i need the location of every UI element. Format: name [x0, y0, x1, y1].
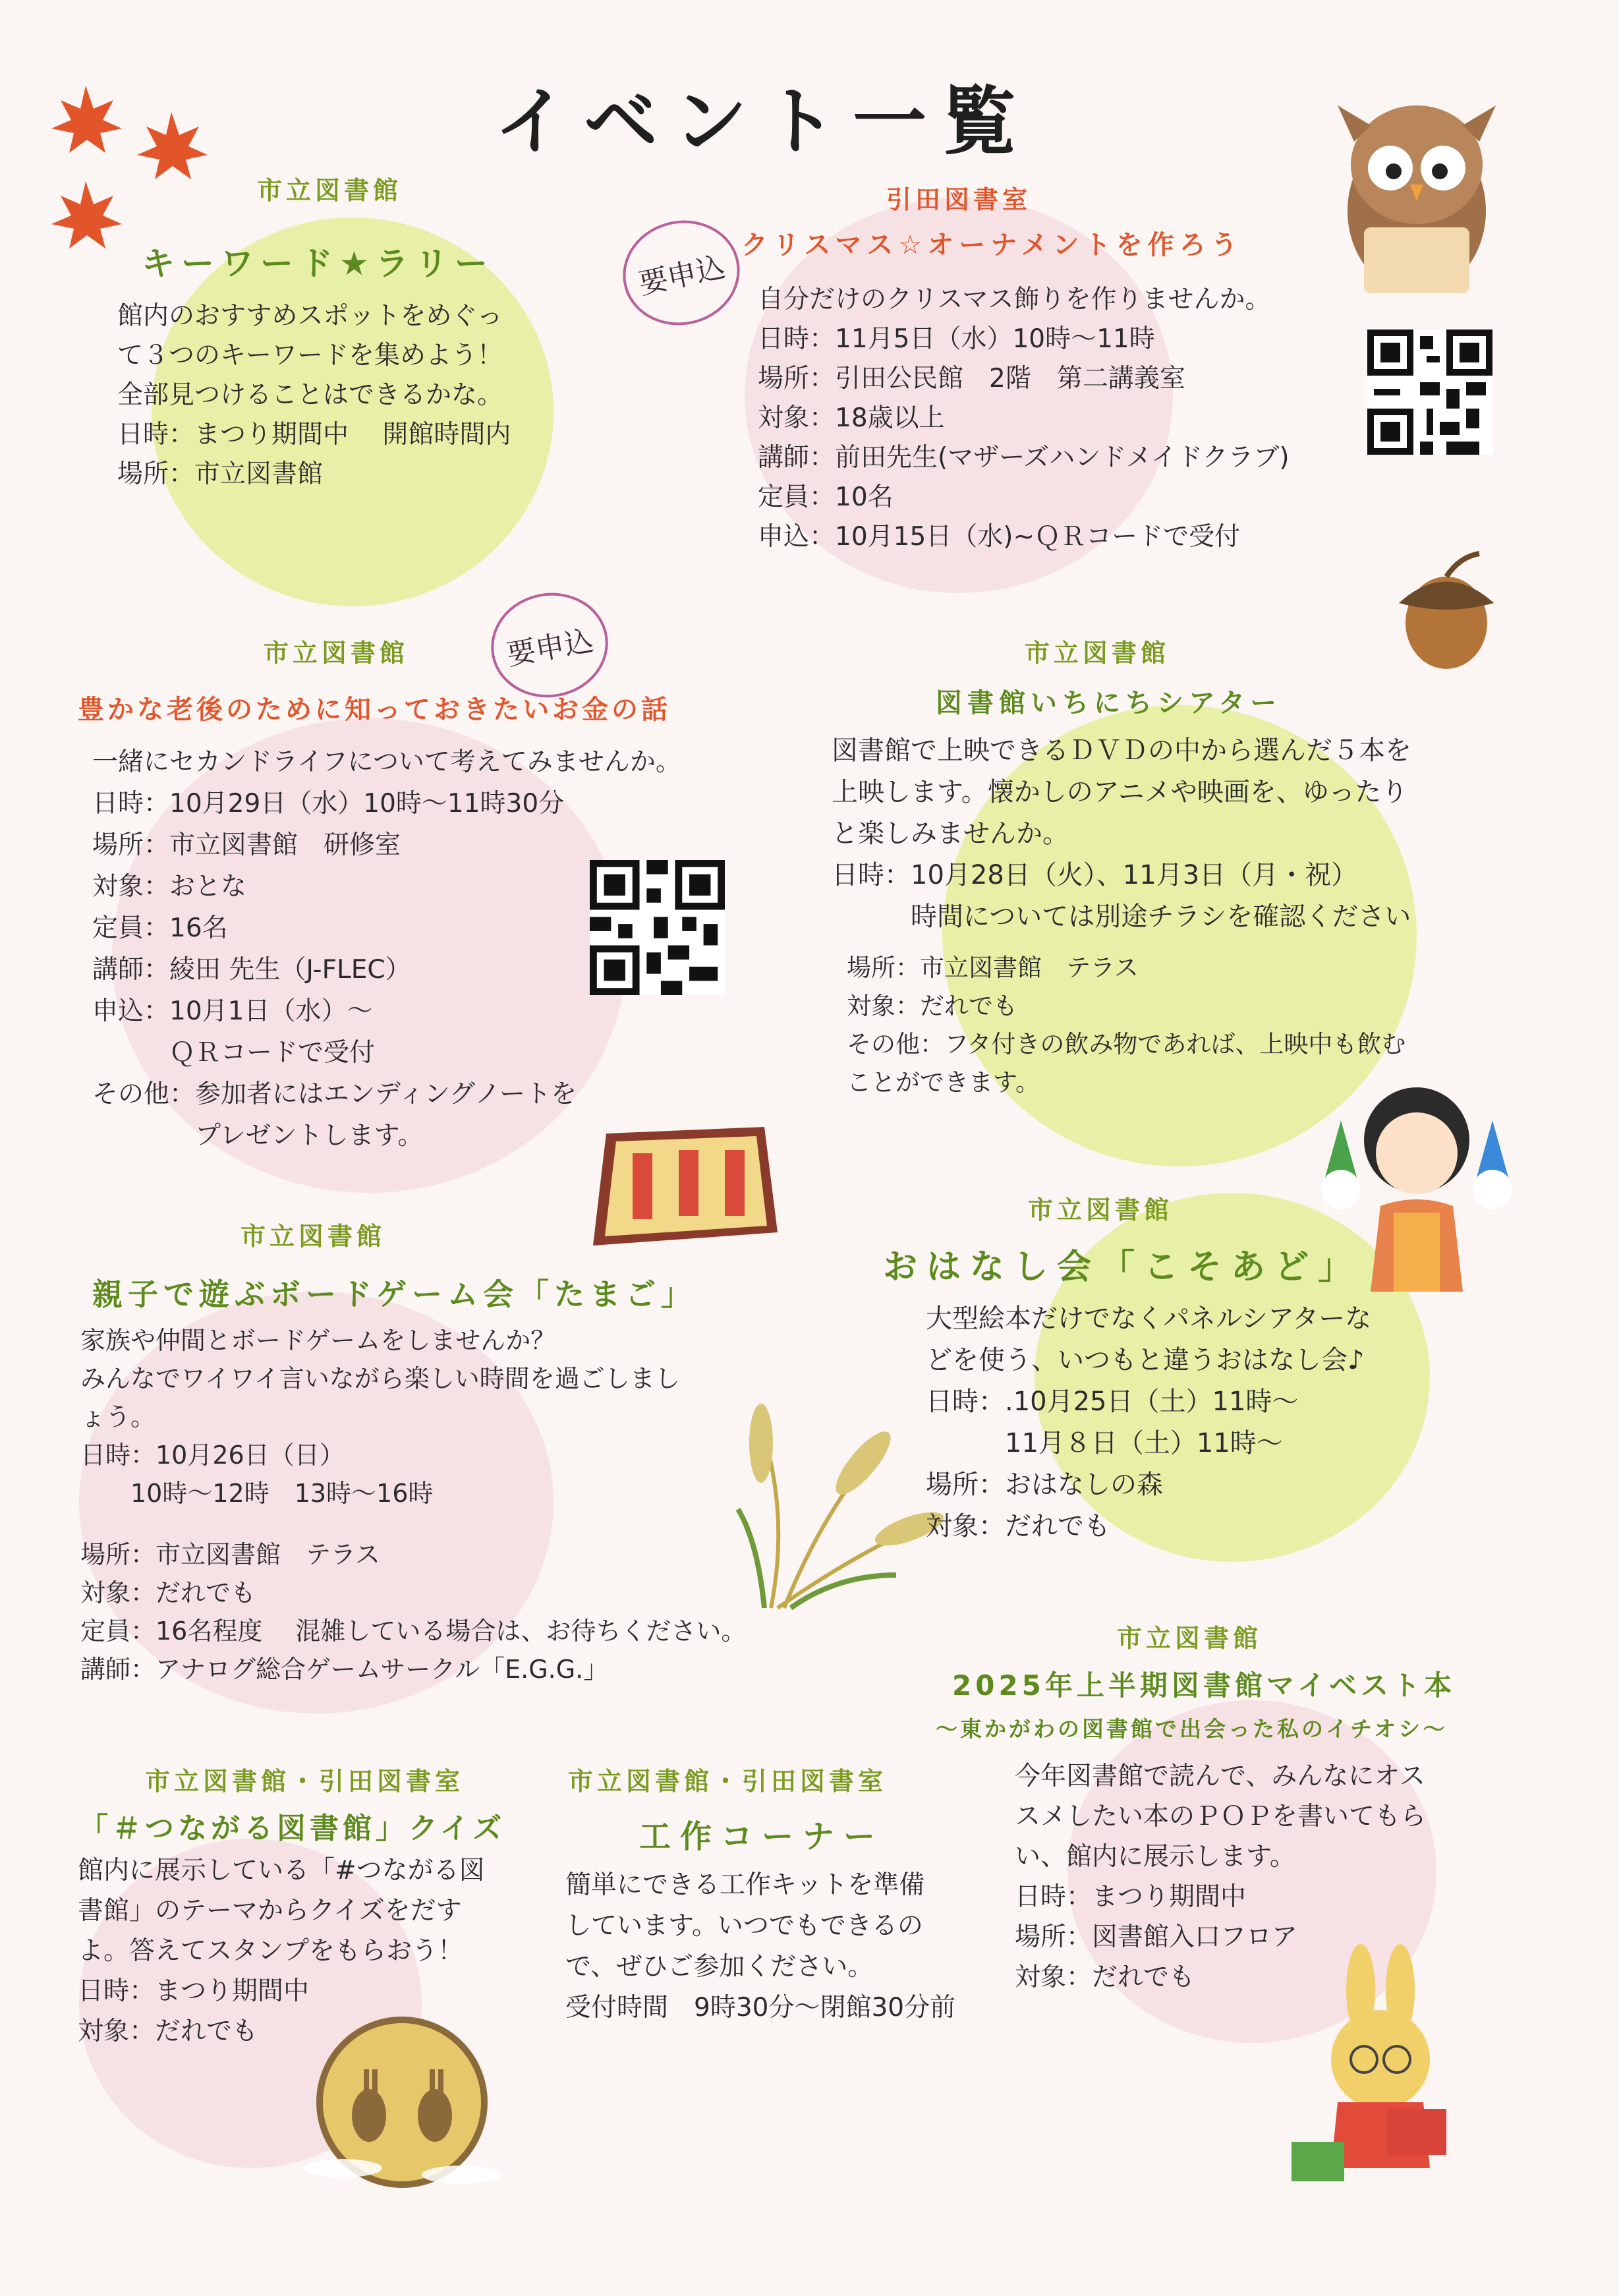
registration-required-stamp: 要申込 [613, 210, 750, 336]
event-title: キーワード★ラリー [142, 244, 494, 283]
venue-label: 市立図書館 [1025, 639, 1170, 668]
venue-label: 市立図書館・引田図書室 [568, 1767, 888, 1796]
event-title: 「＃つながる図書館」クイズ [79, 1812, 506, 1845]
event-details: 館内に展示している「#つながる図 書館」のテーマからクイズをだす よ。答えてスタンプをもらおう！ 日時：まつり期間中 対象：だれでも [78, 1856, 485, 2046]
event-details: 今年図書館で読んで、みんなにオス スメしたい本のＰＯＰを書いてもら い、館内に展示します。 日時：まつり期間中 場所：図書館入口フロア 対象：だれでも [1015, 1762, 1427, 1992]
page-title: イベント一覧 [494, 79, 1032, 165]
event-title: 図書館いちにちシアター [936, 688, 1282, 718]
venue-label: 引田図書室 [886, 185, 1032, 214]
venue-label: 市立図書館 [241, 1222, 386, 1251]
event-details: 場所：市立図書館 テラス 対象：だれでも 定員：16名程度 混雑している場合は、お待ちください。 講師：アナログ総合ゲームサークル「E.G.G.」 [80, 1540, 747, 1684]
event-title: 豊かな老後のために知っておきたいお金の話 [78, 695, 671, 725]
event-subtitle: ～東かがわの図書館で出会った私のイチオシ～ [936, 1716, 1448, 1742]
event-details: 図書館で上映できるＤＶＤの中から選んだ５本を 上映します。懐かしのアニメや映画を、ゆったり と楽しみませんか。 日時：10月28日（火）、11月3日（月・祝） 時間については別途チラシを確認ください [832, 735, 1411, 932]
venue-label: 市立図書館 [1028, 1195, 1174, 1224]
event-details: 大型絵本だけでなくパネルシアターな どを使う、いつもと違うおはなし会♪ 日時：.10月25日（土）11時～ 11月８日（土）11時～ 場所：おはなしの森 対象：だれでも [926, 1304, 1372, 1541]
moon-rabbit-icon [303, 2010, 501, 2201]
owl-icon [1331, 79, 1502, 303]
event-title: おはなし会「こそあど」 [883, 1248, 1362, 1287]
board-game-icon [586, 1120, 784, 1252]
event-title: 工作コーナー [639, 1818, 885, 1855]
venue-label: 市立図書館 [264, 639, 409, 668]
registration-required-stamp: 要申込 [483, 584, 617, 707]
event-details: 家族や仲間とボードゲームをしませんか？ みんなでワイワイ言いながら楽しい時間を過ごしまし ょう。 日時：10月26日（日） 10時～12時 13時～16時 [80, 1326, 680, 1508]
event-title: クリスマス☆オーナメントを作ろう [741, 230, 1243, 260]
venue-label: 市立図書館 [1117, 1624, 1263, 1653]
event-details: 自分だけのクリスマス飾りを作りませんか。 日時：11月5日（水）10時～11時 場所：引田公民館 2階 第二講義室 対象：18歳以上 講師：前田先生(マザーズハンドメイドクラブ) 定員：10名 申込：10月15日（水)~ＱＲコードで受付 [758, 285, 1290, 552]
event-title: 親子で遊ぶボードゲーム会「たまご」 [92, 1277, 697, 1312]
event-details: 簡単にできる工作キットを準備 しています。いつでもできるの で、ぜひご参加ください。 受付時間 9時30分～閉館30分前 [565, 1870, 956, 2023]
venue-label: 市立図書館・引田図書室 [145, 1767, 465, 1796]
venue-label: 市立図書館 [257, 176, 403, 205]
acorn-icon [1380, 540, 1512, 672]
event-details: 一緒にセカンドライフについて考えてみませんか。 日時：10月29日（水）10時～11時30分 場所：市立図書館 研修室 対象：おとな 定員：16名 講師：綾田 先生（J-FLEC） 申込：10月1日（水）～ ＱＲコードで受付 その他：参加者にはエンディングノートを プレゼントします。 [92, 747, 681, 1151]
maple-leaf-icon [40, 72, 224, 257]
event-title: 2025年上半期図書館マイベスト本 [952, 1669, 1456, 1702]
pampas-grass-icon [731, 1377, 949, 1615]
event-details: 館内のおすすめスポットをめぐっ て３つのキーワードを集めよう！ 全部見つけることはできるかな。 日時：まつり期間中 開館時間内 場所：市立図書館 [117, 301, 511, 489]
qr-code-icon [1367, 330, 1492, 455]
reading-rabbit-icon [1285, 1944, 1476, 2195]
event-details: 場所：市立図書館 テラス 対象：だれでも その他：フタ付きの飲み物であれば、上映中も飲む ことができます。 [847, 954, 1406, 1097]
